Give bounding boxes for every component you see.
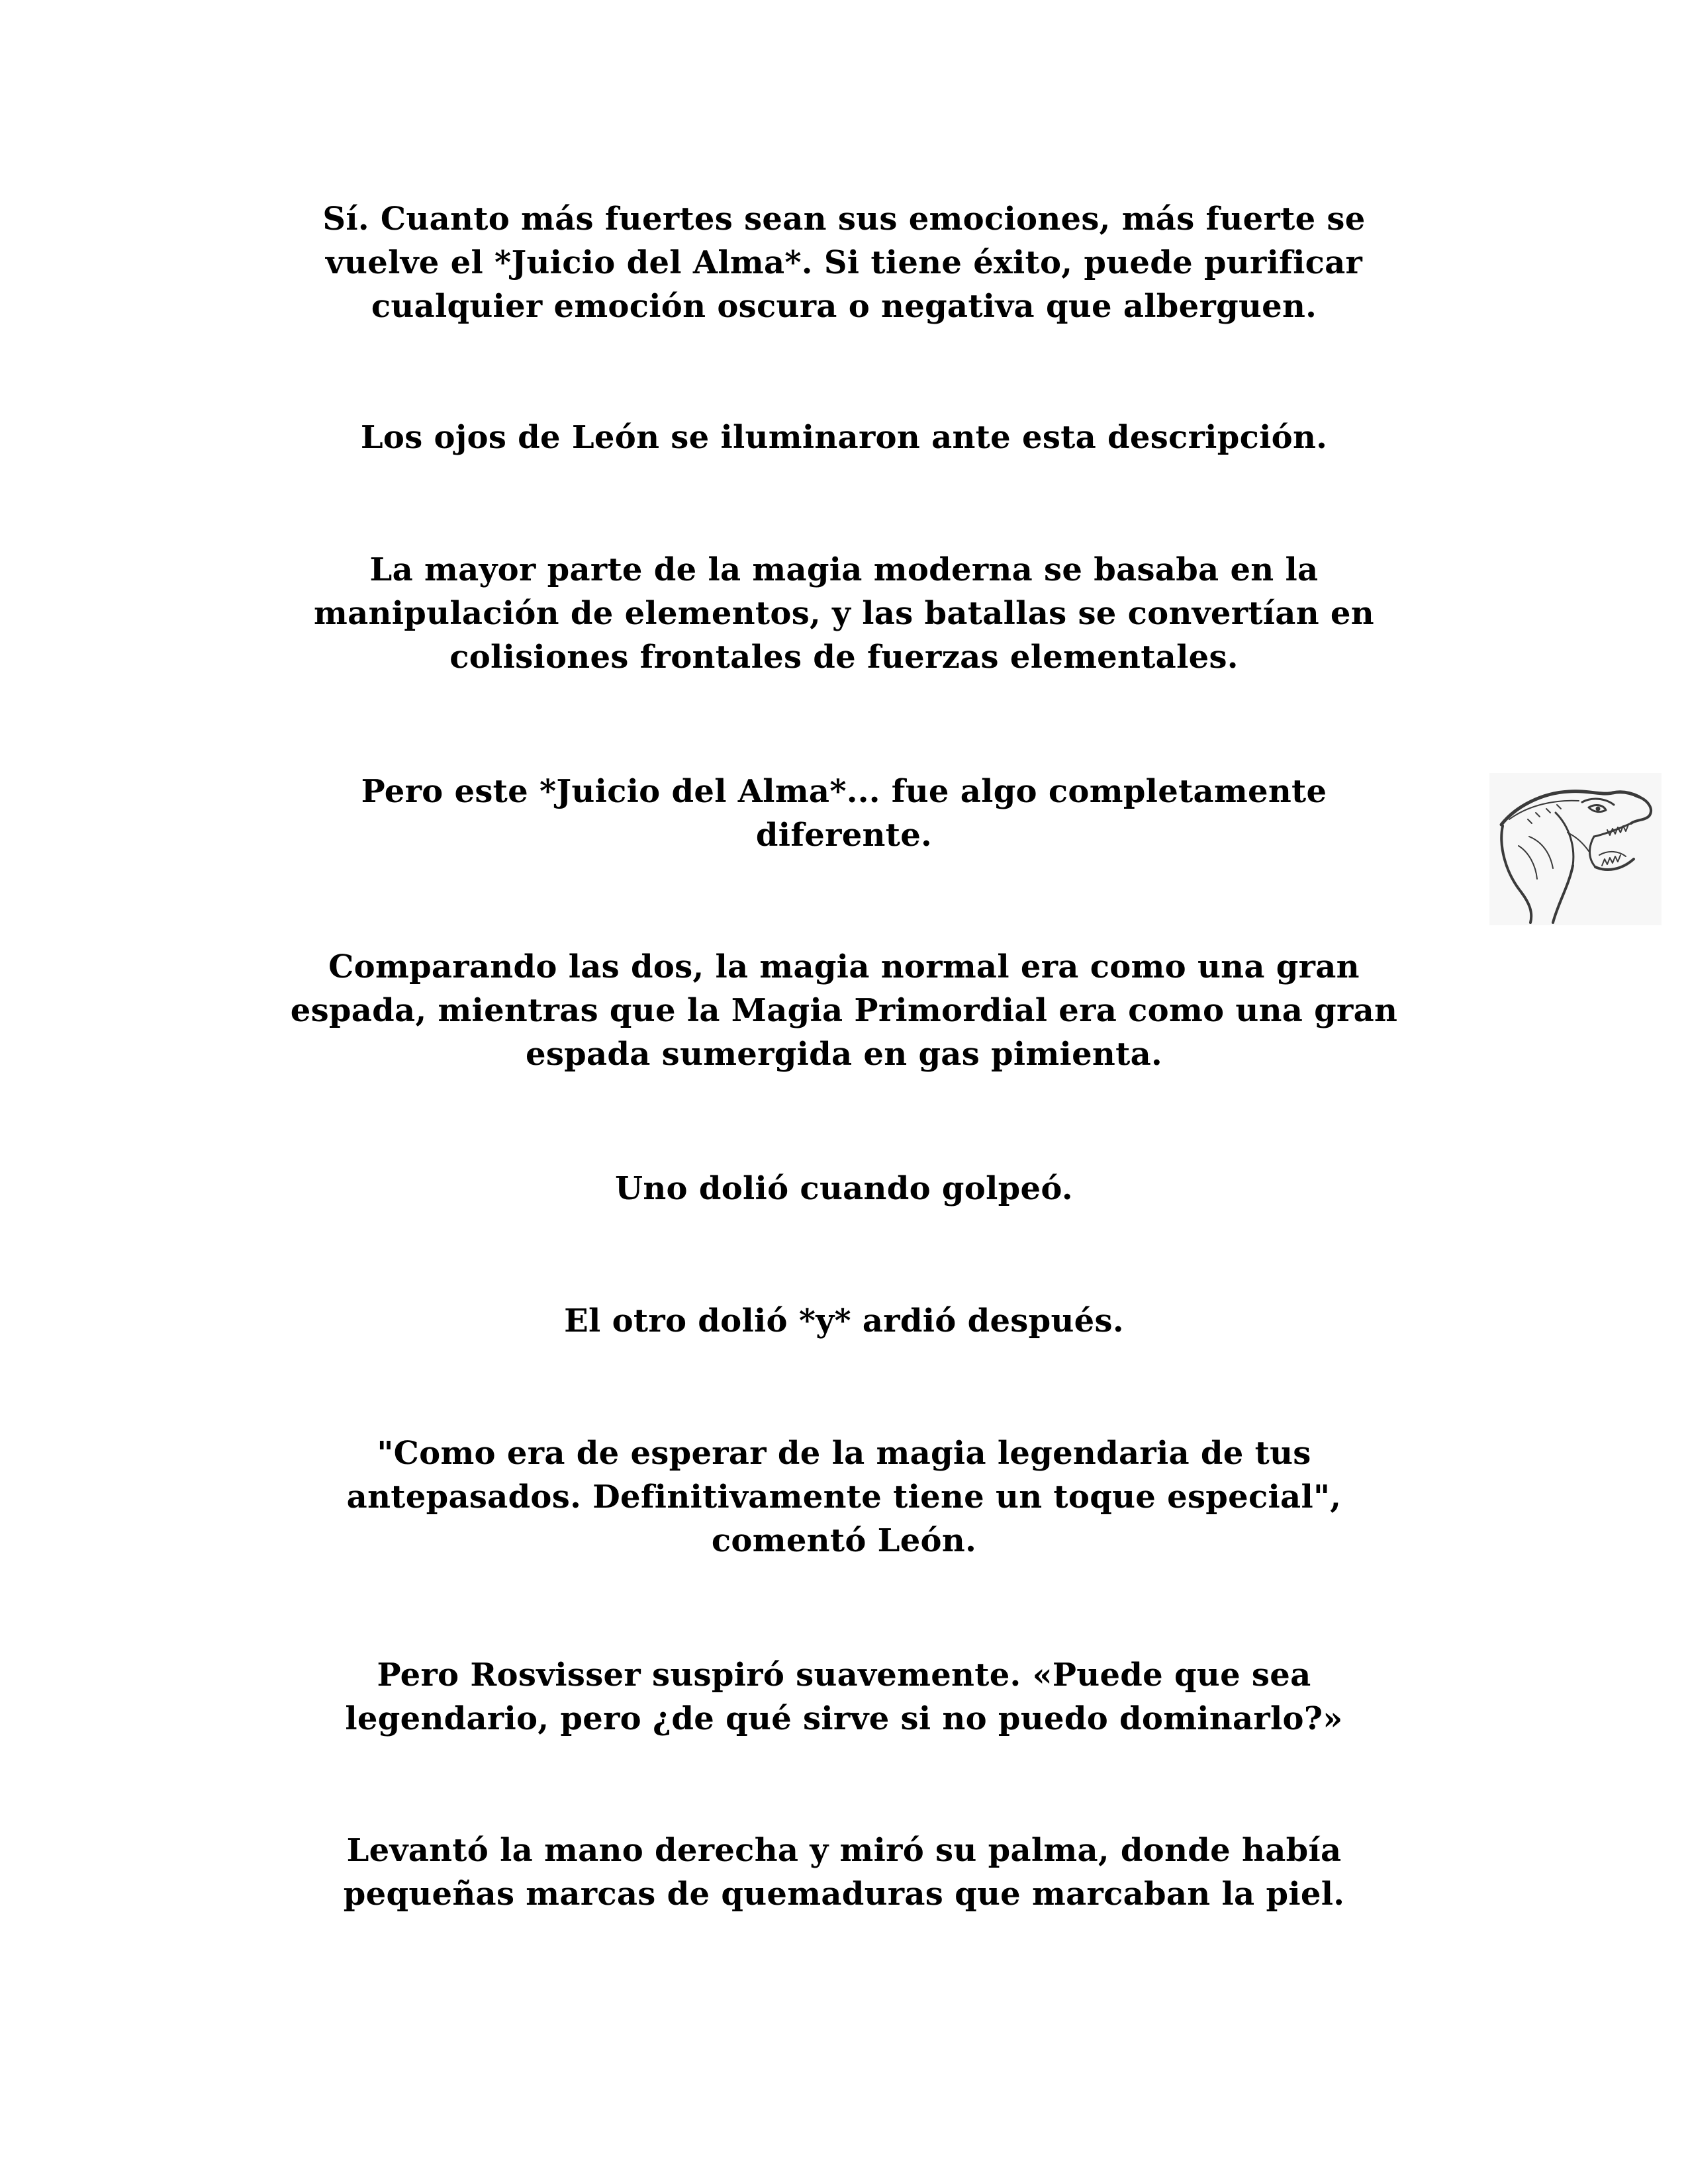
paragraph-line: manipulación de elementos, y las batallas se convertían en [314, 595, 1374, 632]
paragraph-line: diferente. [755, 817, 933, 854]
paragraph-line: Pero este *Juicio del Alma*... fue algo completamente [361, 773, 1327, 810]
paragraph-3 [218, 548, 1470, 679]
paragraph-line: Los ojos de León se iluminaron ante esta descripción. [360, 419, 1328, 456]
paragraph-line: Comparando las dos, la magia normal era como una gran [328, 948, 1360, 985]
paragraph-line: comentó León. [711, 1522, 977, 1559]
paragraph-1 [218, 197, 1470, 328]
paragraph-5 [218, 945, 1470, 1076]
paragraph-line: Sí. Cuanto más fuertes sean sus emociones, más fuerte se [322, 201, 1366, 238]
paragraph-8 [218, 1432, 1470, 1563]
paragraph-2 [218, 416, 1470, 459]
paragraph-line: cualquier emoción oscura o negativa que alberguen. [371, 288, 1317, 325]
paragraph-7 [218, 1299, 1470, 1343]
paragraph-line: espada, mientras que la Magia Primordial era como una gran [290, 992, 1398, 1029]
paragraph-line: vuelve el *Juicio del Alma*. Si tiene éxito, puede purificar [325, 244, 1363, 281]
paragraph-line: Pero Rosvisser suspiró suavemente. «Puede que sea [377, 1657, 1311, 1694]
paragraph-line: colisiones frontales de fuerzas elementales. [449, 639, 1239, 676]
paragraph-line: espada sumergida en gas pimienta. [525, 1036, 1162, 1073]
paragraph-line: Uno dolió cuando golpeó. [615, 1170, 1073, 1207]
paragraph-line: pequeñas marcas de quemaduras que marcaban la piel. [343, 1876, 1345, 1913]
paragraph-6 [218, 1167, 1470, 1210]
paragraph-9 [218, 1653, 1470, 1741]
paragraph-4 [218, 770, 1470, 857]
paragraph-line: La mayor parte de la magia moderna se basaba en la [369, 551, 1319, 588]
paragraph-line: "Como era de esperar de la magia legendaria de tus [377, 1435, 1311, 1472]
paragraph-10 [218, 1829, 1470, 1916]
dinosaur-head-sketch-icon [1489, 773, 1662, 925]
paragraph-line: legendario, pero ¿de qué sirve si no puedo dominarlo?» [345, 1700, 1343, 1737]
paragraph-line: Levantó la mano derecha y miró su palma, donde había [346, 1832, 1342, 1869]
paragraph-line: antepasados. Definitivamente tiene un toque especial", [346, 1479, 1342, 1516]
paragraph-line: El otro dolió *y* ardió después. [564, 1302, 1124, 1340]
